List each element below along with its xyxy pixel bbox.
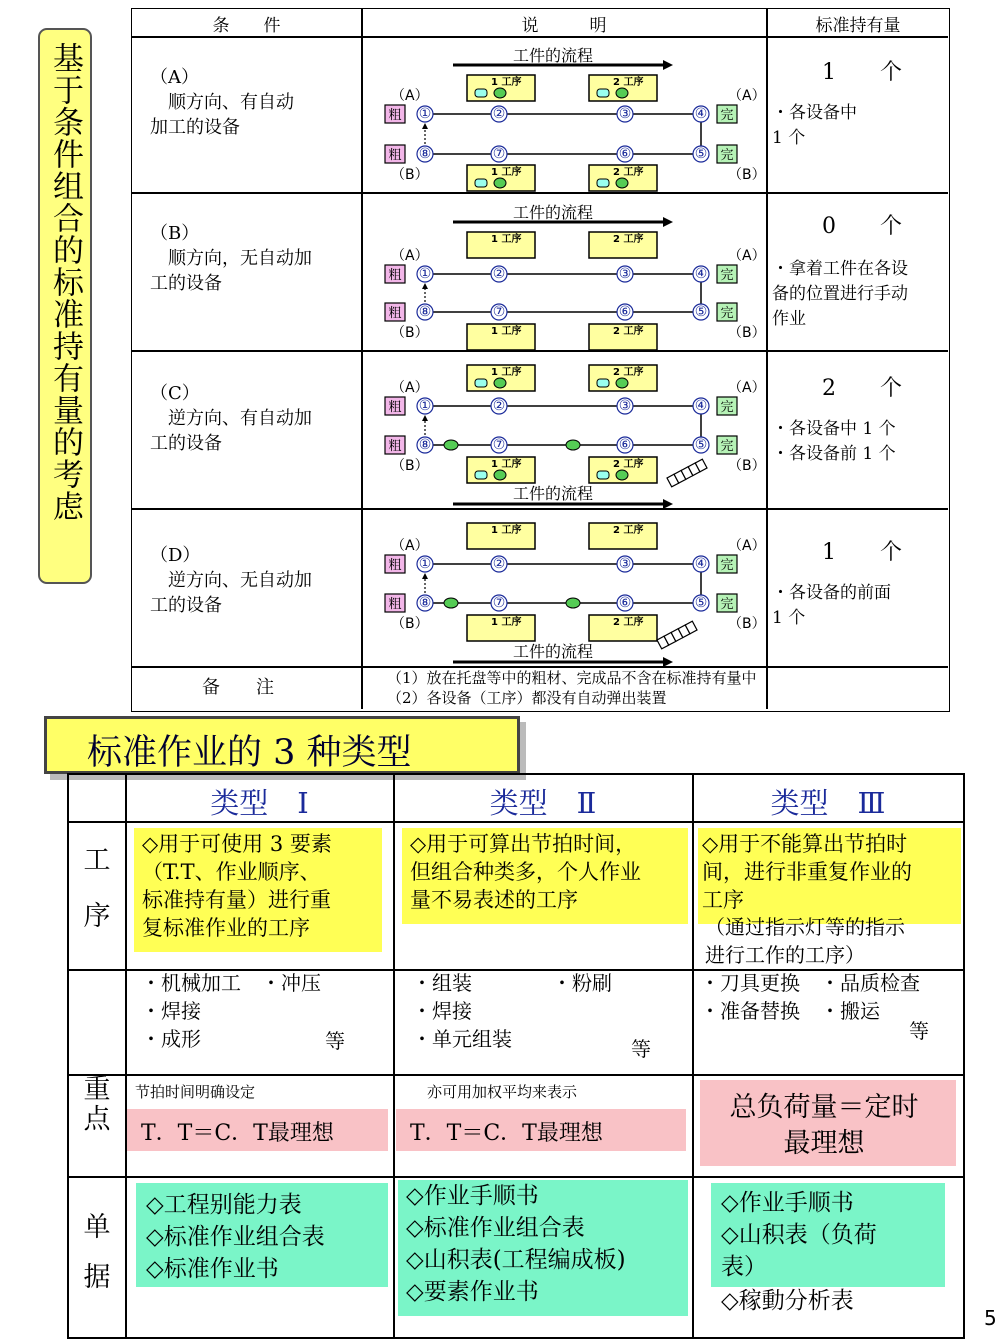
dgA-proc1-top-label: 1 工序 [491,77,522,88]
dgA-done-a: 完 [720,108,734,123]
dgA-node-1: ① [418,106,432,122]
side-title [38,28,92,584]
diagram-b [363,194,766,350]
section-banner [44,716,520,774]
focus-note-1: 节拍时间明确设定 [135,1083,256,1101]
dgB-label-b-right: （B） [728,325,766,341]
dgD-done-b: 完 [720,597,734,612]
dgD-proc1-top-label: 1 工序 [491,525,522,536]
dgA-proc2-bot-label: 2 工序 [613,167,644,178]
dgC-proc1-bot-workpiece [494,470,506,480]
dgD-proc2-bot-label: 2 工序 [613,617,644,628]
process-type-3: ◇用于不能算出节拍时 间，进行非重复作业的 工序 [698,828,961,924]
dgD-node-4: ④ [694,556,708,572]
dgA-label-b-right: （B） [728,167,766,183]
dgC-chute [667,459,707,487]
examples-type-1-etc: 等 [325,1029,345,1053]
dgC-waiting-part-2 [566,440,580,450]
dgD-waiting-part-1 [444,598,458,608]
dgC-proc1-top-workpiece [494,378,506,388]
dgD-node-3: ③ [618,556,632,572]
dgB-done-b: 完 [720,306,734,321]
dgC-rough-a: 粗 [388,400,402,415]
condition-table [131,8,950,712]
dgB-flow-label: 工件的流程 [513,203,594,222]
dgB-node-1: ① [418,266,432,282]
process-type-3-note: （通过指示灯等的指示 进行工作的工序） [705,915,905,967]
dgC-node-8: ⑧ [418,437,432,453]
side-title-text: 基于条件组合的标准持有量的考虑 [47,42,83,522]
dgA-rough-a: 粗 [388,108,402,123]
dgB-node-2: ② [492,266,506,282]
dgD-node-8: ⑧ [418,595,432,611]
dgB-done-a: 完 [720,268,734,283]
dgC-label-a-left: （A） [391,380,429,396]
examples-type-2-etc: 等 [631,1037,651,1061]
dgC-flow-label: 工件的流程 [513,484,594,503]
dgC-done-b: 完 [720,439,734,454]
row-head-focus: 重 点 [83,1074,111,1135]
row-head-process: 工 序 [83,845,111,932]
dgA-node-8: ⑧ [418,146,432,162]
dgC-proc1-bot-label: 1 工序 [491,459,522,470]
dgD-rough-a: 粗 [388,558,402,573]
page-number: 5 [984,1306,997,1330]
dgB-proc2-top-label: 2 工序 [613,234,644,245]
dgD-waiting-part-2 [566,598,580,608]
dgD-proc2-top-label: 2 工序 [613,525,644,536]
dgD-dotted-head [422,573,428,579]
dgB-node-8: ⑧ [418,304,432,320]
type-1-header: 类型 Ⅰ [210,786,309,820]
dgC-node-4: ④ [694,398,708,414]
dgD-node-1: ① [418,556,432,572]
examples-type-1: ・机械加工 ・冲压 ・焊接 ・成形 [141,971,321,1051]
dgC-dotted-head [422,415,428,421]
dgA-node-6: ⑥ [618,146,632,162]
header-condition: 条 件 [212,16,281,36]
dgA-proc1-top-part [475,89,487,97]
dgD-label-a-right: （A） [728,538,766,554]
dgB-rough-b: 粗 [388,306,402,321]
qty-c: 2 个 [822,376,902,401]
dgD-node-7: ⑦ [492,595,506,611]
docs-type-3: ◇作业手顺书 ◇山积表（负荷 表） [711,1183,945,1287]
dgA-proc1-bot-label: 1 工序 [491,167,522,178]
dgB-node-7: ⑦ [492,304,506,320]
dgA-rough-b: 粗 [388,148,402,163]
process-type-2: ◇用于可算出节拍时间， 但组合种类多，个人作业 量不易表述的工序 [402,828,688,924]
dgC-flow-arrow-head [663,499,673,508]
dgA-proc2-top-label: 2 工序 [613,77,644,88]
types-table [67,773,965,1339]
dgA-proc1-bot-part [475,179,487,187]
dgA-proc2-bot-workpiece [616,178,628,188]
dgA-proc2-bot-part [597,179,609,187]
examples-type-2: ・组装 ・粉刷 ・焊接 ・单元组装 [412,971,612,1051]
dgC-rough-b: 粗 [388,439,402,454]
dgC-node-6: ⑥ [618,437,632,453]
focus-box-1: T．T＝C．T最理想 [127,1109,388,1151]
dgD-node-2: ② [492,556,506,572]
dgC-label-b-right: （B） [728,458,766,474]
dgC-proc2-bot-workpiece [616,470,628,480]
dgB-rough-a: 粗 [388,268,402,283]
header-standard-qty: 标准持有量 [815,16,901,36]
banner-title: 标准作业的 3 种类型 [87,733,412,773]
dgB-label-b-left: （B） [391,325,429,341]
dgB-flow-arrow-head [663,217,673,227]
condition-a: （A） 顺方向、有自动 加工的设备 [150,67,294,138]
dgC-node-2: ② [492,398,506,414]
dgC-proc2-top-label: 2 工序 [613,367,644,378]
dgA-node-3: ③ [618,106,632,122]
dgA-label-a-left: （A） [391,88,429,104]
dgB-label-a-left: （A） [391,248,429,264]
dgC-label-b-left: （B） [391,458,429,474]
dgC-proc2-top-part [597,379,609,387]
dgA-flow-arrow-head [663,60,673,70]
process-type-1: ◇用于可使用 3 要素 （T.T、作业顺序、 标准持有量）进行重 复标准作业的工序 [134,828,382,952]
dgB-node-3: ③ [618,266,632,282]
dgD-chute [657,621,697,649]
dgA-node-2: ② [492,106,506,122]
dgA-node-5: ⑤ [694,146,708,162]
dgD-flow-arrow-head [663,657,673,666]
dgC-proc1-top-part [475,379,487,387]
dgC-node-5: ⑤ [694,437,708,453]
qty-note-c: ・各设备中 1 个 ・各设备前 1 个 [772,419,896,464]
remarks: （1）放在托盘等中的粗材、完成品不含在标准持有量中 （2）各设备（工序）都没有自动弹出装置 [387,669,757,707]
remark-label: 备 注 [202,677,274,698]
dgB-label-a-right: （A） [728,248,766,264]
type-2-header: 类型 Ⅱ [489,786,597,820]
dgC-node-3: ③ [618,398,632,414]
dgA-done-b: 完 [720,148,734,163]
dgB-node-4: ④ [694,266,708,282]
dgA-proc2-top-workpiece [616,88,628,98]
dgA-label-a-right: （A） [728,88,766,104]
docs-type-2: ◇作业手顺书 ◇标准作业组合表 ◇山积表(工程编成板) ◇要素作业书 [398,1180,688,1316]
dgA-node-7: ⑦ [492,146,506,162]
dgA-flow-label: 工件的流程 [513,46,594,65]
header-description: 说 明 [521,16,607,36]
condition-d: （D） 逆方向、无自动加 工的设备 [150,545,312,616]
diagram-c [363,352,766,508]
dgC-node-7: ⑦ [492,437,506,453]
dgA-proc1-top-workpiece [494,88,506,98]
dgC-proc2-bot-part [597,471,609,479]
dgD-node-5: ⑤ [694,595,708,611]
diagram-d [363,510,766,666]
dgC-proc2-bot-label: 2 工序 [613,459,644,470]
dgC-proc1-bot-part [475,471,487,479]
dgB-node-5: ⑤ [694,304,708,320]
dgA-proc1-bot-workpiece [494,178,506,188]
dgB-node-6: ⑥ [618,304,632,320]
dgA-proc2-top-part [597,89,609,97]
dgA-node-4: ④ [694,106,708,122]
dgB-dotted-head [422,283,428,289]
focus-box-3: 总负荷量＝定时 最理想 [700,1080,956,1166]
examples-type-3: ・刀具更换 ・品质检查 ・准备替换 ・搬运 [700,971,920,1023]
qty-note-b: ・拿着工件在各设 备的位置进行手动 作业 [772,259,908,329]
dgC-label-a-right: （A） [728,380,766,396]
dgB-proc2-bot-label: 2 工序 [613,326,644,337]
row-head-docs: 单 据 [83,1212,111,1293]
dgD-done-a: 完 [720,558,734,573]
dgC-done-a: 完 [720,400,734,415]
dgD-label-b-left: （B） [391,616,429,632]
dgB-proc1-top-label: 1 工序 [491,234,522,245]
condition-b: （B） 顺方向，无自动加 工的设备 [150,223,312,294]
focus-note-2: 亦可用加权平均来表示 [427,1083,578,1101]
condition-c: （C） 逆方向、有自动加 工的设备 [150,383,312,454]
dgC-node-1: ① [418,398,432,414]
type-3-header: 类型 Ⅲ [770,786,886,820]
dgC-proc1-top-label: 1 工序 [491,367,522,378]
dgD-rough-b: 粗 [388,597,402,612]
dgA-label-b-left: （B） [391,167,429,183]
qty-d: 1 个 [822,540,902,565]
qty-note-d: ・各设备的前面 1 个 [772,583,891,628]
dgC-proc2-top-workpiece [616,378,628,388]
dgD-proc1-bot-label: 1 工序 [491,617,522,628]
dgD-node-6: ⑥ [618,595,632,611]
docs-type-3-extra: ◇稼動分析表 [721,1288,854,1314]
dgD-flow-label: 工件的流程 [513,642,594,661]
examples-type-3-etc: 等 [909,1019,929,1043]
dgD-label-b-right: （B） [728,616,766,632]
diagram-a [363,37,766,192]
focus-box-2: T．T＝C．T最理想 [396,1109,686,1151]
dgB-proc1-bot-label: 1 工序 [491,326,522,337]
dgD-label-a-left: （A） [391,538,429,554]
qty-a: 1 个 [822,60,902,85]
dgA-dotted-head [422,123,428,129]
dgC-waiting-part-1 [444,440,458,450]
docs-type-1: ◇工程别能力表 ◇标准作业组合表 ◇标准作业书 [136,1183,388,1287]
qty-b: 0 个 [822,214,902,239]
qty-note-a: ・各设备中 1 个 [772,103,857,148]
